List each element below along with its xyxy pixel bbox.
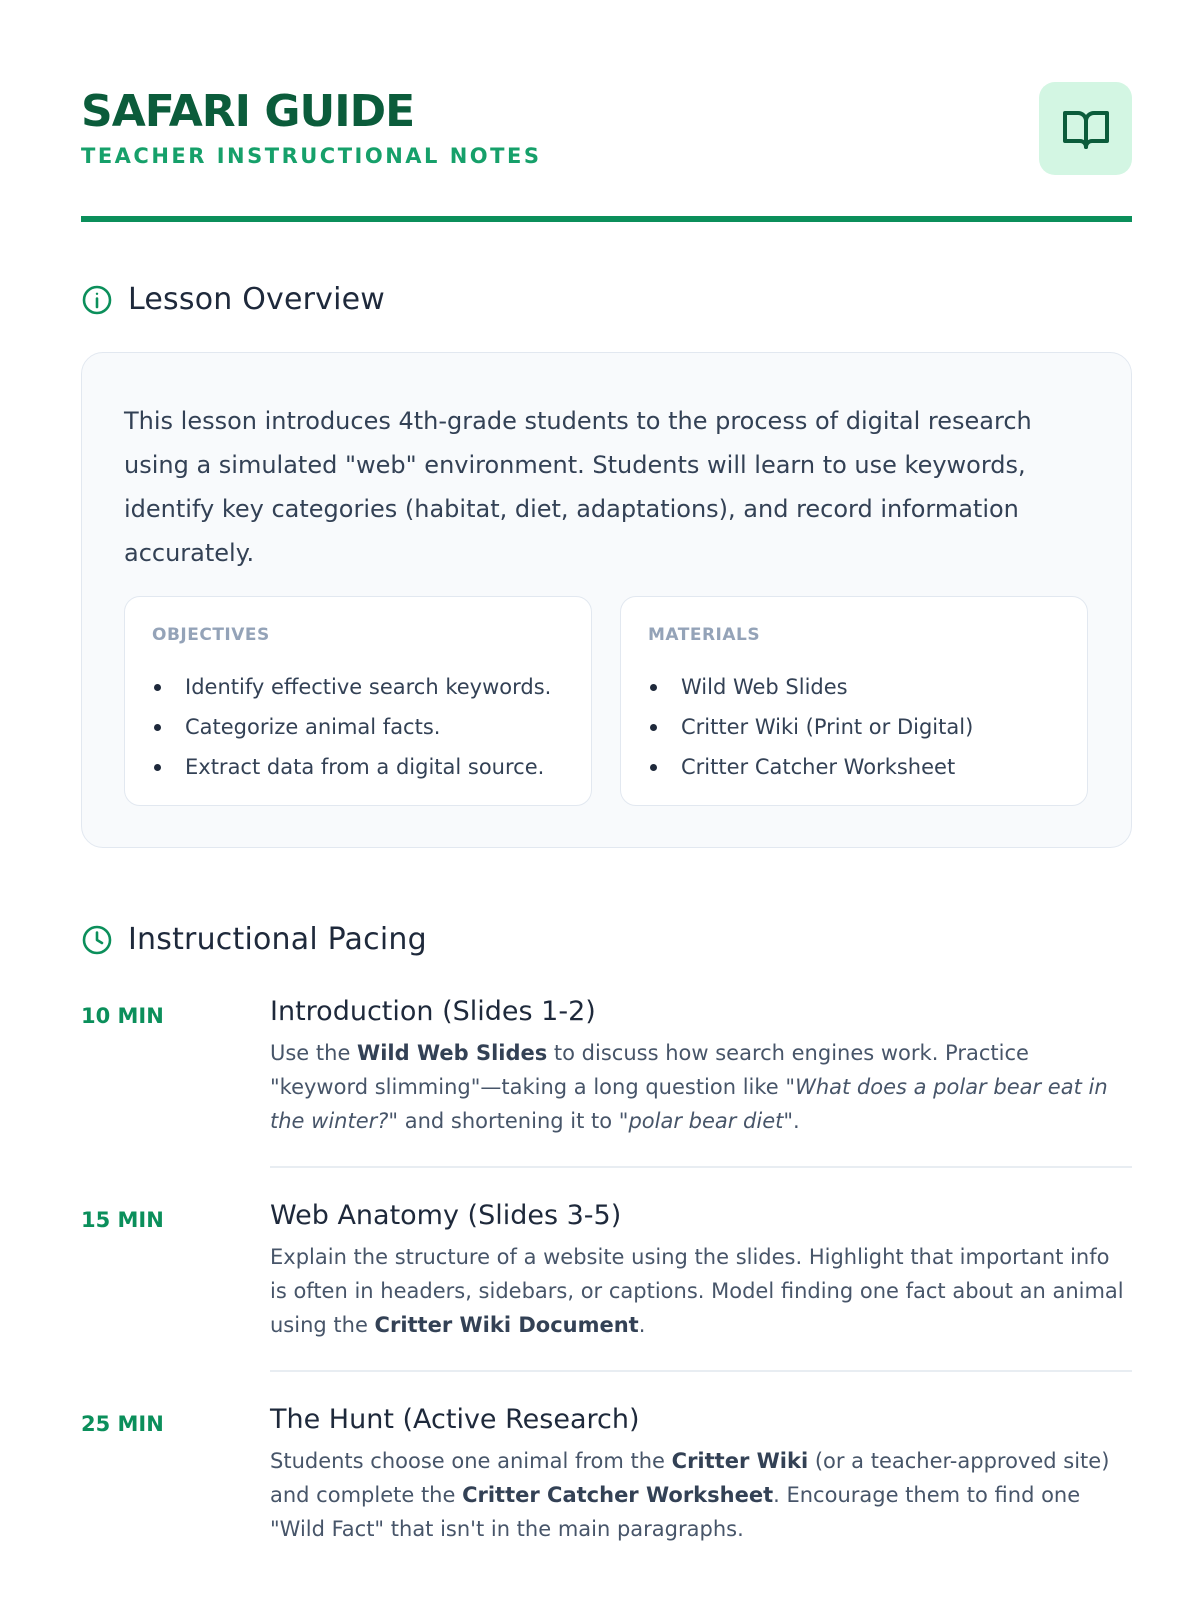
section-title: Lesson Overview (128, 282, 386, 317)
lesson-overview-heading (81, 282, 385, 317)
open-book-icon (1061, 107, 1111, 151)
resource-name: Critter Catcher Worksheet (462, 1483, 774, 1507)
list-item: Wild Web Slides (648, 667, 973, 707)
page-title: SAFARI GUIDE (81, 86, 415, 137)
materials-card (620, 596, 1088, 806)
resource-name: Wild Web Slides (357, 1041, 548, 1065)
clock-icon (81, 924, 113, 956)
header-divider (81, 216, 1132, 222)
list-item: Identify effective search keywords. (152, 667, 551, 707)
step-title: Web Anatomy (Slides 3-5) (270, 1200, 622, 1231)
list-item: Critter Wiki (Print or Digital) (648, 707, 973, 747)
instructional-pacing-heading (81, 922, 427, 957)
step-body (270, 994, 1132, 1138)
materials-label: MATERIALS (648, 625, 761, 645)
page-subtitle: TEACHER INSTRUCTIONAL NOTES (81, 144, 542, 168)
section-title: Instructional Pacing (128, 922, 427, 957)
list-item: Categorize animal facts. (152, 707, 551, 747)
list-item: Critter Catcher Worksheet (648, 747, 973, 787)
example-keywords: "polar bear diet" (618, 1109, 794, 1133)
teacher-notes-page (81, 0, 1132, 1541)
step-body (270, 1198, 1132, 1342)
step-description: Explain the structure of a website using the slides. Highlight that important info is often in headers, sidebars, or captions. Model finding one fact about an animal using the Critter Wiki Document. (270, 1245, 1124, 1337)
page-header (81, 0, 1132, 222)
step-duration: 25 MIN (81, 1412, 164, 1436)
step-body (270, 1402, 1132, 1546)
objectives-label: OBJECTIVES (152, 625, 270, 645)
overview-box (81, 352, 1132, 848)
resource-name: Critter Wiki (671, 1449, 809, 1473)
step-description: Students choose one animal from the Critter Wiki (or a teacher-approved site) and complete the Critter Catcher Worksheet. Encourage them to find one "Wild Fact" that isn't in the main paragraphs. (270, 1449, 1110, 1541)
example-question: "What does a polar bear eat in the winter?" (270, 1075, 1108, 1133)
step-title: Introduction (Slides 1-2) (270, 996, 596, 1027)
materials-list (648, 667, 973, 787)
step-duration: 10 MIN (81, 1004, 164, 1028)
resource-name: Critter Wiki Document (374, 1313, 639, 1337)
list-item: Extract data from a digital source. (152, 747, 551, 787)
objectives-card (124, 596, 592, 806)
info-icon (81, 284, 113, 316)
book-badge (1039, 82, 1132, 175)
objectives-list (152, 667, 551, 787)
step-title: The Hunt (Active Research) (270, 1404, 640, 1435)
step-duration: 15 MIN (81, 1208, 164, 1232)
overview-text: This lesson introduces 4th-grade students to the process of digital research using a simulated "web" environment. Students will learn to use keywords, identify key categories (habitat, diet, adaptations), and record information accurately. (124, 407, 1032, 567)
step-description: Use the Wild Web Slides to discuss how search engines work. Practice "keyword slimming"—taking a long question like "What does a polar bear eat in the winter?" and shortening it to "polar bear diet". (270, 1041, 1108, 1133)
